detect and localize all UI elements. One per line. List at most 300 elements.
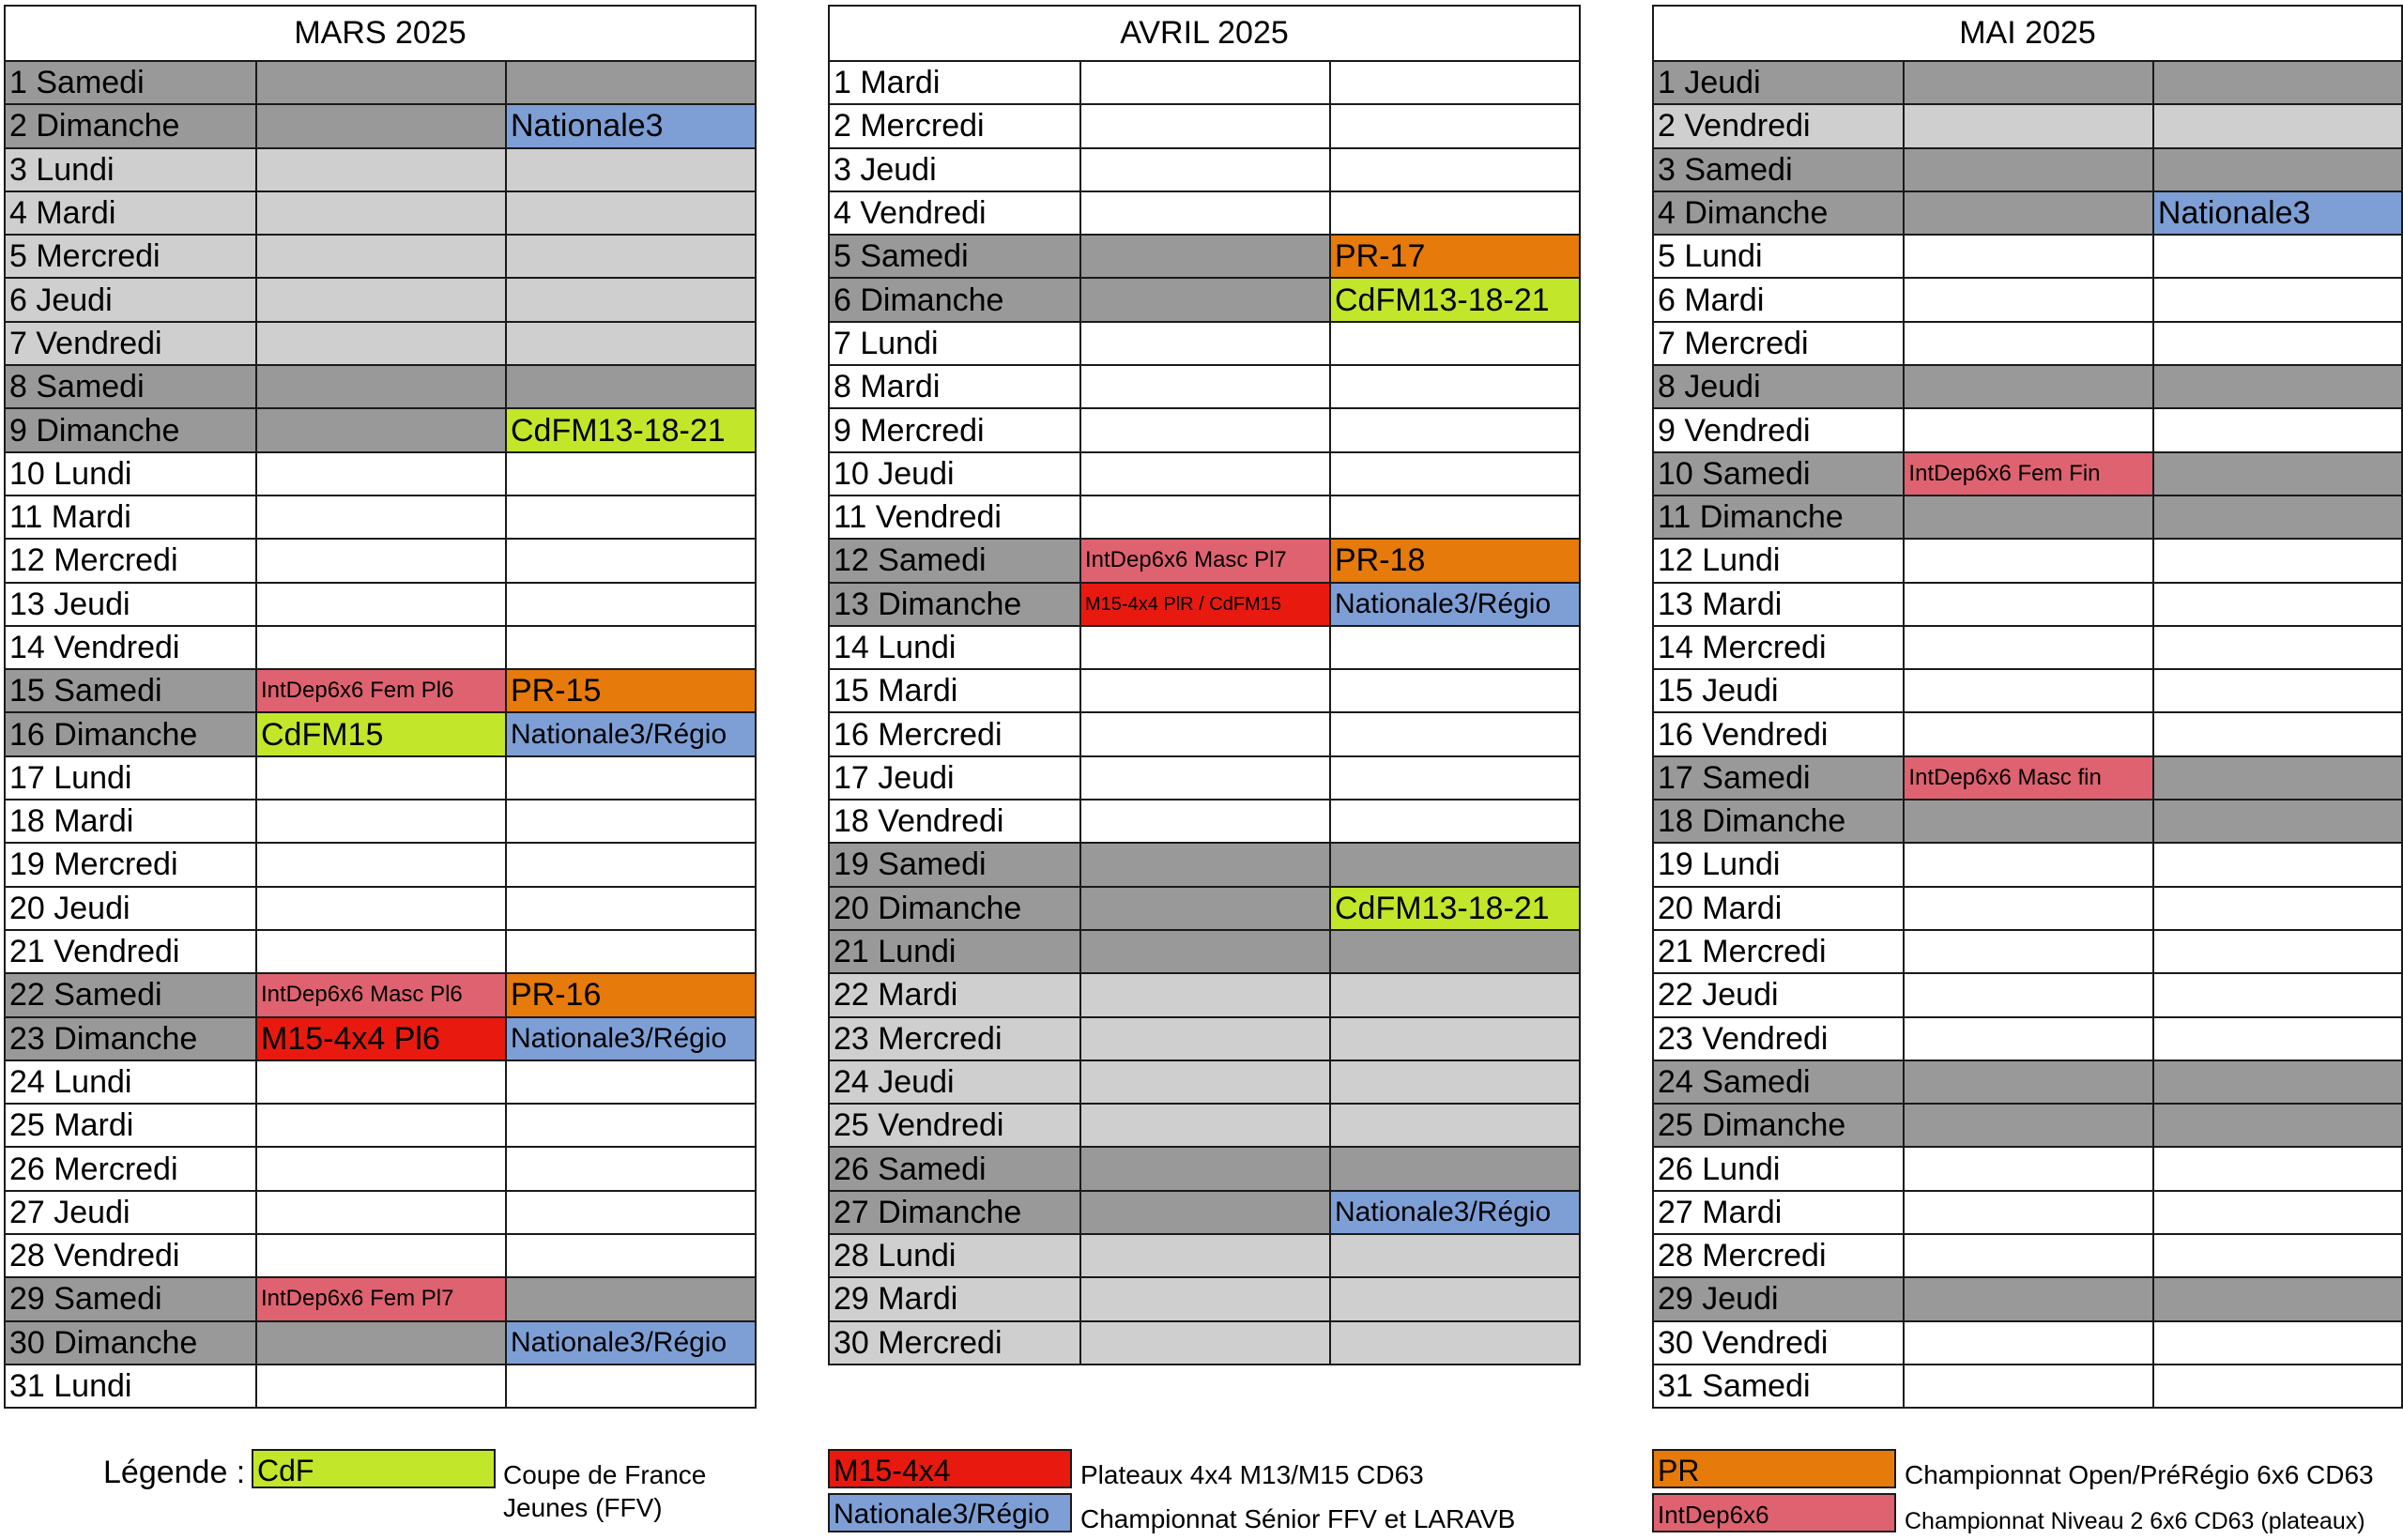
day-row (1653, 104, 2402, 147)
empty-cell (256, 1365, 506, 1408)
day-row (829, 669, 1580, 712)
empty-cell (2153, 843, 2402, 886)
day-label: 6 Mardi (1653, 278, 1904, 321)
day-row (5, 1104, 756, 1147)
empty-cell (2153, 1234, 2402, 1277)
empty-cell (2153, 1104, 2402, 1147)
day-label: 29 Samedi (5, 1277, 256, 1320)
day-label: 18 Dimanche (1653, 800, 1904, 843)
empty-cell (1904, 1277, 2152, 1320)
legend-swatch-intdep: IntDep6x6 (1652, 1493, 1896, 1532)
empty-cell (256, 843, 506, 886)
empty-cell (506, 191, 756, 235)
empty-cell (506, 1191, 756, 1234)
day-label: 8 Mardi (829, 365, 1080, 408)
day-label: 20 Mardi (1653, 887, 1904, 930)
legend-swatch-cdf: CdF (252, 1449, 496, 1488)
empty-cell (1904, 61, 2152, 104)
empty-cell (506, 452, 756, 496)
day-row (1653, 1147, 2402, 1190)
day-label: 15 Jeudi (1653, 669, 1904, 712)
day-label: 11 Dimanche (1653, 496, 1904, 539)
empty-cell (1904, 1060, 2152, 1104)
empty-cell (256, 1321, 506, 1365)
day-row (829, 496, 1580, 539)
empty-cell (1330, 1321, 1580, 1365)
empty-cell (1904, 800, 2152, 843)
empty-cell (506, 1060, 756, 1104)
empty-cell (1904, 1321, 2152, 1365)
day-label: 24 Lundi (5, 1060, 256, 1104)
empty-cell (1904, 1365, 2152, 1408)
day-row (829, 712, 1580, 755)
empty-cell (256, 756, 506, 800)
day-label: 8 Jeudi (1653, 365, 1904, 408)
empty-cell (506, 930, 756, 973)
legend-swatch-pr: PR (1652, 1449, 1896, 1488)
day-label: 12 Mercredi (5, 539, 256, 582)
empty-cell (506, 626, 756, 669)
day-row (5, 322, 756, 365)
day-row (1653, 930, 2402, 973)
empty-cell (1080, 148, 1330, 191)
day-label: 21 Mercredi (1653, 930, 1904, 973)
day-row (829, 148, 1580, 191)
day-label: 30 Mercredi (829, 1321, 1080, 1365)
empty-cell (1904, 408, 2152, 451)
empty-cell (1080, 887, 1330, 930)
day-label: 4 Mardi (5, 191, 256, 235)
empty-cell (256, 539, 506, 582)
day-row (829, 1060, 1580, 1104)
day-label: 8 Samedi (5, 365, 256, 408)
day-label: 2 Vendredi (1653, 104, 1904, 147)
day-label: 23 Vendredi (1653, 1017, 1904, 1060)
day-label: 5 Lundi (1653, 235, 1904, 278)
empty-cell (256, 278, 506, 321)
empty-cell (506, 1147, 756, 1190)
empty-cell (1904, 1191, 2152, 1234)
day-label: 10 Lundi (5, 452, 256, 496)
day-row (1653, 669, 2402, 712)
day-label: 3 Samedi (1653, 148, 1904, 191)
empty-cell (256, 887, 506, 930)
day-label: 19 Samedi (829, 843, 1080, 886)
day-row (5, 1365, 756, 1408)
empty-cell (256, 408, 506, 451)
event-m15: M15-4x4 PlR / CdFM15 (1080, 583, 1330, 626)
empty-cell (1904, 278, 2152, 321)
empty-cell (1080, 930, 1330, 973)
empty-cell (506, 61, 756, 104)
empty-cell (1080, 756, 1330, 800)
empty-cell (2153, 148, 2402, 191)
empty-cell (1904, 973, 2152, 1016)
empty-cell (2153, 235, 2402, 278)
empty-cell (506, 1104, 756, 1147)
day-row (5, 408, 756, 451)
empty-cell (1080, 235, 1330, 278)
day-row (829, 322, 1580, 365)
empty-cell (2153, 756, 2402, 800)
empty-cell (1904, 1147, 2152, 1190)
day-label: 18 Mardi (5, 800, 256, 843)
empty-cell (256, 1234, 506, 1277)
empty-cell (1904, 496, 2152, 539)
day-row (829, 104, 1580, 147)
empty-cell (256, 1060, 506, 1104)
empty-cell (1330, 365, 1580, 408)
month-title: MARS 2025 (5, 6, 756, 61)
day-label: 16 Dimanche (5, 712, 256, 755)
empty-cell (1330, 973, 1580, 1016)
empty-cell (2153, 887, 2402, 930)
empty-cell (256, 61, 506, 104)
empty-cell (1904, 539, 2152, 582)
empty-cell (506, 583, 756, 626)
day-label: 9 Dimanche (5, 408, 256, 451)
empty-cell (1330, 452, 1580, 496)
calendar-mai (1652, 5, 2403, 1409)
day-label: 21 Vendredi (5, 930, 256, 973)
empty-cell (1904, 626, 2152, 669)
event-int: IntDep6x6 Masc Pl7 (1080, 539, 1330, 582)
day-label: 26 Lundi (1653, 1147, 1904, 1190)
calendar-avril (828, 5, 1581, 1365)
day-row (5, 104, 756, 147)
empty-cell (1904, 1017, 2152, 1060)
day-row (829, 408, 1580, 451)
empty-cell (1904, 843, 2152, 886)
day-row (1653, 1060, 2402, 1104)
empty-cell (2153, 496, 2402, 539)
empty-cell (1330, 800, 1580, 843)
day-label: 20 Jeudi (5, 887, 256, 930)
empty-cell (1080, 1017, 1330, 1060)
day-label: 26 Samedi (829, 1147, 1080, 1190)
day-row (1653, 756, 2402, 800)
empty-cell (1080, 104, 1330, 147)
empty-cell (1904, 191, 2152, 235)
day-row (5, 191, 756, 235)
empty-cell (256, 1191, 506, 1234)
day-row (1653, 539, 2402, 582)
day-label: 22 Jeudi (1653, 973, 1904, 1016)
day-row (829, 278, 1580, 321)
empty-cell (256, 1147, 506, 1190)
empty-cell (1080, 1234, 1330, 1277)
empty-cell (1330, 1017, 1580, 1060)
event-pr: PR-17 (1330, 235, 1580, 278)
day-row (5, 1060, 756, 1104)
event-nat: Nationale3 (2153, 191, 2402, 235)
empty-cell (1080, 973, 1330, 1016)
day-label: 12 Lundi (1653, 539, 1904, 582)
empty-cell (2153, 278, 2402, 321)
empty-cell (1080, 322, 1330, 365)
empty-cell (2153, 1365, 2402, 1408)
day-label: 7 Lundi (829, 322, 1080, 365)
day-row (5, 235, 756, 278)
empty-cell (2153, 800, 2402, 843)
empty-cell (1904, 1104, 2152, 1147)
day-row (1653, 278, 2402, 321)
day-label: 26 Mercredi (5, 1147, 256, 1190)
empty-cell (506, 322, 756, 365)
day-label: 4 Dimanche (1653, 191, 1904, 235)
day-row (829, 843, 1580, 886)
day-row (5, 583, 756, 626)
empty-cell (1080, 452, 1330, 496)
day-label: 22 Samedi (5, 973, 256, 1016)
event-nat: Nationale3/Régio (506, 1321, 756, 1365)
empty-cell (1904, 1234, 2152, 1277)
day-row (829, 1321, 1580, 1365)
empty-cell (256, 235, 506, 278)
empty-cell (1330, 1234, 1580, 1277)
empty-cell (1080, 1104, 1330, 1147)
empty-cell (1330, 1277, 1580, 1320)
empty-cell (1904, 887, 2152, 930)
empty-cell (1080, 669, 1330, 712)
empty-cell (1904, 235, 2152, 278)
day-row (829, 1277, 1580, 1320)
day-label: 1 Samedi (5, 61, 256, 104)
empty-cell (1904, 322, 2152, 365)
empty-cell (1330, 1104, 1580, 1147)
event-nat: Nationale3 (506, 104, 756, 147)
empty-cell (2153, 539, 2402, 582)
empty-cell (256, 148, 506, 191)
day-label: 15 Samedi (5, 669, 256, 712)
day-row (5, 843, 756, 886)
day-label: 10 Samedi (1653, 452, 1904, 496)
day-label: 23 Mercredi (829, 1017, 1080, 1060)
empty-cell (256, 1104, 506, 1147)
empty-cell (506, 887, 756, 930)
day-row (829, 1104, 1580, 1147)
day-row (1653, 712, 2402, 755)
empty-cell (1080, 800, 1330, 843)
legend-desc-pr: Championnat Open/PréRégio 6x6 CD63 (1905, 1460, 2374, 1489)
empty-cell (256, 496, 506, 539)
empty-cell (1080, 496, 1330, 539)
day-row (1653, 887, 2402, 930)
empty-cell (506, 278, 756, 321)
day-row (5, 365, 756, 408)
day-label: 31 Samedi (1653, 1365, 1904, 1408)
calendar-mars (4, 5, 757, 1409)
day-label: 30 Vendredi (1653, 1321, 1904, 1365)
legend-desc-m15: Plateaux 4x4 M13/M15 CD63 (1080, 1460, 1424, 1489)
day-row (829, 800, 1580, 843)
empty-cell (1904, 104, 2152, 147)
day-label: 2 Dimanche (5, 104, 256, 147)
legend-swatch-nationale: Nationale3/Régio (828, 1493, 1072, 1532)
day-row (5, 756, 756, 800)
empty-cell (1080, 1147, 1330, 1190)
day-label: 1 Jeudi (1653, 61, 1904, 104)
empty-cell (1330, 712, 1580, 755)
day-row (5, 626, 756, 669)
empty-cell (1080, 1191, 1330, 1234)
day-label: 4 Vendredi (829, 191, 1080, 235)
day-row (1653, 1191, 2402, 1234)
day-label: 14 Mercredi (1653, 626, 1904, 669)
empty-cell (1330, 61, 1580, 104)
day-label: 27 Dimanche (829, 1191, 1080, 1234)
empty-cell (1080, 191, 1330, 235)
empty-cell (1080, 365, 1330, 408)
empty-cell (1080, 61, 1330, 104)
day-row (5, 1191, 756, 1234)
event-cdf: CdFM13-18-21 (1330, 278, 1580, 321)
day-label: 27 Jeudi (5, 1191, 256, 1234)
empty-cell (1330, 191, 1580, 235)
day-label: 6 Jeudi (5, 278, 256, 321)
empty-cell (256, 930, 506, 973)
day-row (5, 712, 756, 755)
empty-cell (1330, 669, 1580, 712)
empty-cell (2153, 712, 2402, 755)
event-int: IntDep6x6 Fem Pl7 (256, 1277, 506, 1320)
day-label: 24 Samedi (1653, 1060, 1904, 1104)
empty-cell (2153, 1147, 2402, 1190)
empty-cell (1904, 148, 2152, 191)
day-label: 30 Dimanche (5, 1321, 256, 1365)
day-label: 2 Mercredi (829, 104, 1080, 147)
empty-cell (506, 756, 756, 800)
empty-cell (1330, 496, 1580, 539)
day-row (1653, 148, 2402, 191)
day-row (5, 669, 756, 712)
day-label: 13 Mardi (1653, 583, 1904, 626)
empty-cell (1330, 756, 1580, 800)
day-row (1653, 408, 2402, 451)
day-row (5, 496, 756, 539)
day-label: 6 Dimanche (829, 278, 1080, 321)
day-row (1653, 1234, 2402, 1277)
empty-cell (1330, 322, 1580, 365)
empty-cell (506, 800, 756, 843)
day-label: 19 Lundi (1653, 843, 1904, 886)
day-label: 17 Samedi (1653, 756, 1904, 800)
event-int: IntDep6x6 Fem Pl6 (256, 669, 506, 712)
day-row (829, 452, 1580, 496)
empty-cell (1080, 408, 1330, 451)
legend-title: Légende : (103, 1455, 246, 1490)
day-label: 11 Vendredi (829, 496, 1080, 539)
empty-cell (256, 322, 506, 365)
legend-desc-intdep: Championnat Niveau 2 6x6 CD63 (plateaux) (1905, 1508, 2365, 1534)
event-cdf: CdFM13-18-21 (506, 408, 756, 451)
day-row (5, 1234, 756, 1277)
day-row (829, 61, 1580, 104)
day-label: 25 Vendredi (829, 1104, 1080, 1147)
day-label: 28 Vendredi (5, 1234, 256, 1277)
day-label: 21 Lundi (829, 930, 1080, 973)
empty-cell (1904, 669, 2152, 712)
empty-cell (506, 1277, 756, 1320)
day-label: 24 Jeudi (829, 1060, 1080, 1104)
empty-cell (506, 365, 756, 408)
day-label: 19 Mercredi (5, 843, 256, 886)
day-label: 16 Mercredi (829, 712, 1080, 755)
day-row (5, 800, 756, 843)
day-row (1653, 235, 2402, 278)
event-int: IntDep6x6 Fem Fin (1904, 452, 2152, 496)
empty-cell (2153, 1321, 2402, 1365)
day-row (5, 930, 756, 973)
empty-cell (1080, 1321, 1330, 1365)
empty-cell (256, 365, 506, 408)
day-label: 13 Jeudi (5, 583, 256, 626)
empty-cell (1080, 278, 1330, 321)
day-row (829, 235, 1580, 278)
empty-cell (1080, 1277, 1330, 1320)
day-label: 5 Samedi (829, 235, 1080, 278)
day-row (1653, 61, 2402, 104)
event-nat: Nationale3/Régio (1330, 583, 1580, 626)
day-label: 16 Vendredi (1653, 712, 1904, 755)
empty-cell (1330, 408, 1580, 451)
day-label: 9 Vendredi (1653, 408, 1904, 451)
empty-cell (506, 496, 756, 539)
day-label: 31 Lundi (5, 1365, 256, 1408)
empty-cell (506, 1234, 756, 1277)
day-label: 17 Jeudi (829, 756, 1080, 800)
event-nat: Nationale3/Régio (506, 1017, 756, 1060)
day-label: 23 Dimanche (5, 1017, 256, 1060)
day-row (829, 539, 1580, 582)
day-label: 11 Mardi (5, 496, 256, 539)
day-row (829, 365, 1580, 408)
day-row (829, 1191, 1580, 1234)
day-label: 9 Mercredi (829, 408, 1080, 451)
day-row (1653, 1321, 2402, 1365)
day-label: 18 Vendredi (829, 800, 1080, 843)
day-row (1653, 973, 2402, 1016)
empty-cell (1330, 626, 1580, 669)
empty-cell (1330, 1147, 1580, 1190)
day-row (5, 452, 756, 496)
day-row (1653, 1365, 2402, 1408)
empty-cell (2153, 322, 2402, 365)
empty-cell (256, 583, 506, 626)
day-row (1653, 800, 2402, 843)
empty-cell (1330, 930, 1580, 973)
month-title: AVRIL 2025 (829, 6, 1580, 61)
day-label: 12 Samedi (829, 539, 1080, 582)
day-row (1653, 365, 2402, 408)
empty-cell (256, 191, 506, 235)
empty-cell (1080, 1060, 1330, 1104)
legend-desc-nationale: Championnat Sénior FFV et LARAVB (1080, 1504, 1516, 1533)
empty-cell (2153, 973, 2402, 1016)
legend-desc-cdf-line1: Coupe de France (503, 1460, 707, 1489)
day-label: 7 Mercredi (1653, 322, 1904, 365)
empty-cell (256, 452, 506, 496)
day-label: 1 Mardi (829, 61, 1080, 104)
day-row (829, 583, 1580, 626)
day-label: 27 Mardi (1653, 1191, 1904, 1234)
empty-cell (1330, 148, 1580, 191)
day-label: 14 Lundi (829, 626, 1080, 669)
day-row (829, 1234, 1580, 1277)
empty-cell (1904, 365, 2152, 408)
day-label: 28 Lundi (829, 1234, 1080, 1277)
day-row (1653, 1017, 2402, 1060)
